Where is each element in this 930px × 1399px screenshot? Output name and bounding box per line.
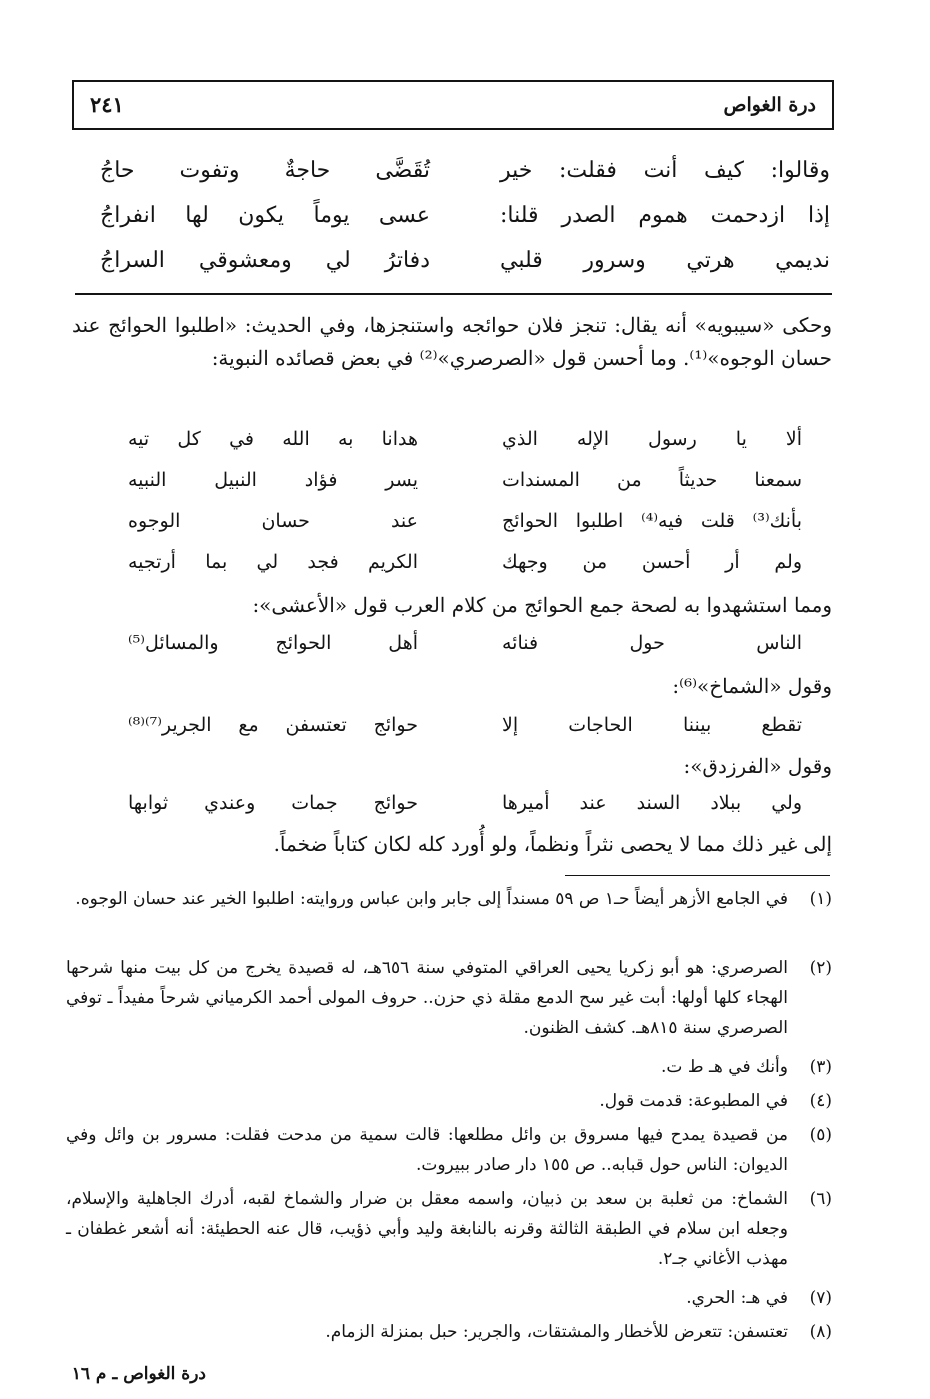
footnote bbox=[66, 884, 832, 914]
footnote-text: تعتسفن: تتعرض للأخطار والمشتقات، والجرير: حبل بمنزلة الزمام. bbox=[325, 1322, 788, 1342]
verse-second-half: دفاترُ لي ومعشوقي السراجُ bbox=[100, 248, 430, 273]
verse-first-half: وقالوا: كيف أنت فقلت: خير bbox=[500, 158, 830, 183]
footnote-number: (٧) bbox=[809, 1288, 832, 1308]
footnote-number: (٨) bbox=[809, 1322, 832, 1342]
verse-second-half: تُقَضَّى حاجةٌ وتفوت حاجُ bbox=[100, 158, 430, 183]
footnote-divider bbox=[565, 875, 830, 876]
verse-line bbox=[128, 510, 802, 550]
verse-line bbox=[128, 551, 802, 591]
footnote-text: في هـ: الحري. bbox=[686, 1288, 788, 1308]
header-title: درة الغواص bbox=[723, 94, 816, 116]
verse-first-half: إذا ازدحمت هموم الصدر قلنا: bbox=[500, 203, 830, 228]
footnote bbox=[66, 1317, 832, 1347]
section-divider bbox=[75, 293, 832, 295]
footnote bbox=[66, 1086, 832, 1116]
body-paragraph: وحكى «سيبويه» أنه يقال: تنجز فلان حوائجه واستنجزها، وفي الحديث: «اطلبوا الحوائج عند حسان الوجوه»⁽¹⁾. وما أحسن قول «الصرصري»⁽²⁾ في بعض قصائده النبوية: bbox=[72, 313, 832, 370]
footnote-number: (٥) bbox=[809, 1125, 832, 1145]
body-line: وقول «الفرزدق»: bbox=[683, 754, 832, 778]
page-header bbox=[72, 80, 834, 130]
verse-line bbox=[128, 714, 802, 754]
verse-second-half: أهل الحوائج والمسائل⁽⁵⁾ bbox=[128, 632, 418, 654]
verse-first-half: ولم أر أحسن من وجهك bbox=[502, 551, 802, 573]
footnote-number: (١) bbox=[809, 889, 832, 909]
verse-second-half: حوائج جمات وعندي ثوابها bbox=[128, 792, 418, 814]
footnote bbox=[66, 953, 832, 1043]
verse-second-half: هدانا به الله في كل تيه bbox=[128, 428, 418, 450]
verse-line bbox=[128, 632, 802, 672]
verse-second-half: حوائج تعتسفن مع الجرير⁽⁷⁾⁽⁸⁾ bbox=[128, 714, 418, 736]
footnote-number: (٦) bbox=[809, 1189, 832, 1209]
header-page-number: ٢٤١ bbox=[90, 92, 124, 117]
footnote bbox=[66, 1283, 832, 1313]
verse-first-half: الناس حول فنائه bbox=[502, 632, 802, 654]
verse-first-half: سمعنا حديثاً من المسندات bbox=[502, 469, 802, 491]
body-line: وقول «الشماخ»⁽⁶⁾: bbox=[672, 674, 832, 698]
page-footer: درة الغواص ـ م ١٦ bbox=[71, 1364, 206, 1384]
footnote-text: في الجامع الأزهر أيضاً حـ١ ص ٥٩ مسنداً إلى جابر وابن عباس وروايته: اطلبوا الخير عند حسان الوجوه. bbox=[75, 889, 788, 909]
verse-line bbox=[100, 248, 830, 288]
footnote-text: من قصيدة يمدح فيها مسروق بن وائل مطلعها: قالت سمية من مدحت فقلت: مسرور بن وائل وفي الديوان: الناس حول قبابه.. ص ١٥٥ دار صادر ببيروت. bbox=[66, 1125, 788, 1175]
verse-first-half: ولي ببلاد السند عند أميرها bbox=[502, 792, 802, 814]
verse-second-half: يسر فؤاد النبيل النبيه bbox=[128, 469, 418, 491]
body-line: إلى غير ذلك مما لا يحصى نثراً ونظماً، ولو أُورد كله لكان كتاباً ضخماً. bbox=[273, 832, 832, 856]
footnote bbox=[66, 1052, 832, 1082]
footnote-text: في المطبوعة: قدمت قول. bbox=[599, 1091, 788, 1111]
footnote bbox=[66, 1120, 832, 1180]
verse-line bbox=[128, 792, 802, 832]
verse-first-half: نديمي هرتي وسرور قلبي bbox=[500, 248, 830, 273]
verse-first-half: تقطع بيننا الحاجات إلا bbox=[502, 714, 802, 736]
verse-first-half: ألا يا رسول الإله الذي bbox=[502, 428, 802, 450]
verse-line bbox=[100, 158, 830, 198]
footnote-text: الصرصري: هو أبو زكريا يحيى العراقي المتوفي سنة ٦٥٦هـ، له قصيدة يخرج من كل بيت منها شرحها الهجاء كلها أولها: أبت غير سح الدمع مقلة ذي حزن.. حروف المولى أحمد الكرمياني شرحاً مفيداً ـ توفي الصرصري سنة ٨١٥هـ. كشف الظنون. bbox=[66, 958, 788, 1038]
verse-first-half: بأنك⁽³⁾ قلت فيه⁽⁴⁾ اطلبوا الحوائج bbox=[502, 510, 802, 532]
footnote-number: (٢) bbox=[809, 958, 832, 978]
verse-second-half: عسى يوماً يكون لها انفراجُ bbox=[100, 203, 430, 228]
footnote-number: (٣) bbox=[809, 1057, 832, 1077]
footnote-text: وأنك في هـ ط ت. bbox=[661, 1057, 788, 1077]
verse-line bbox=[128, 428, 802, 468]
body-line: ومما استشهدوا به لصحة جمع الحوائج من كلام العرب قول «الأعشى»: bbox=[252, 593, 832, 617]
footnote bbox=[66, 1184, 832, 1274]
verse-line bbox=[128, 469, 802, 509]
footnote-number: (٤) bbox=[809, 1091, 832, 1111]
verse-second-half: عند حسان الوجوه bbox=[128, 510, 418, 532]
verse-second-half: الكريم فجد لي بما أرتجيه bbox=[128, 551, 418, 573]
footnote-text: الشماخ: من ثعلبة بن سعد بن ذبيان، واسمه معقل بن ضرار والشماخ لقبه، أدرك الجاهلية والإسلام، وجعله ابن سلام في الطبقة الثالثة وقرنه بالنابغة وليد وأبي ذؤيب، قال عنه الحطيئة: أنه أشعر غطفان ـ مهذب الأغاني جـ٢. bbox=[66, 1189, 788, 1269]
verse-line bbox=[100, 203, 830, 243]
